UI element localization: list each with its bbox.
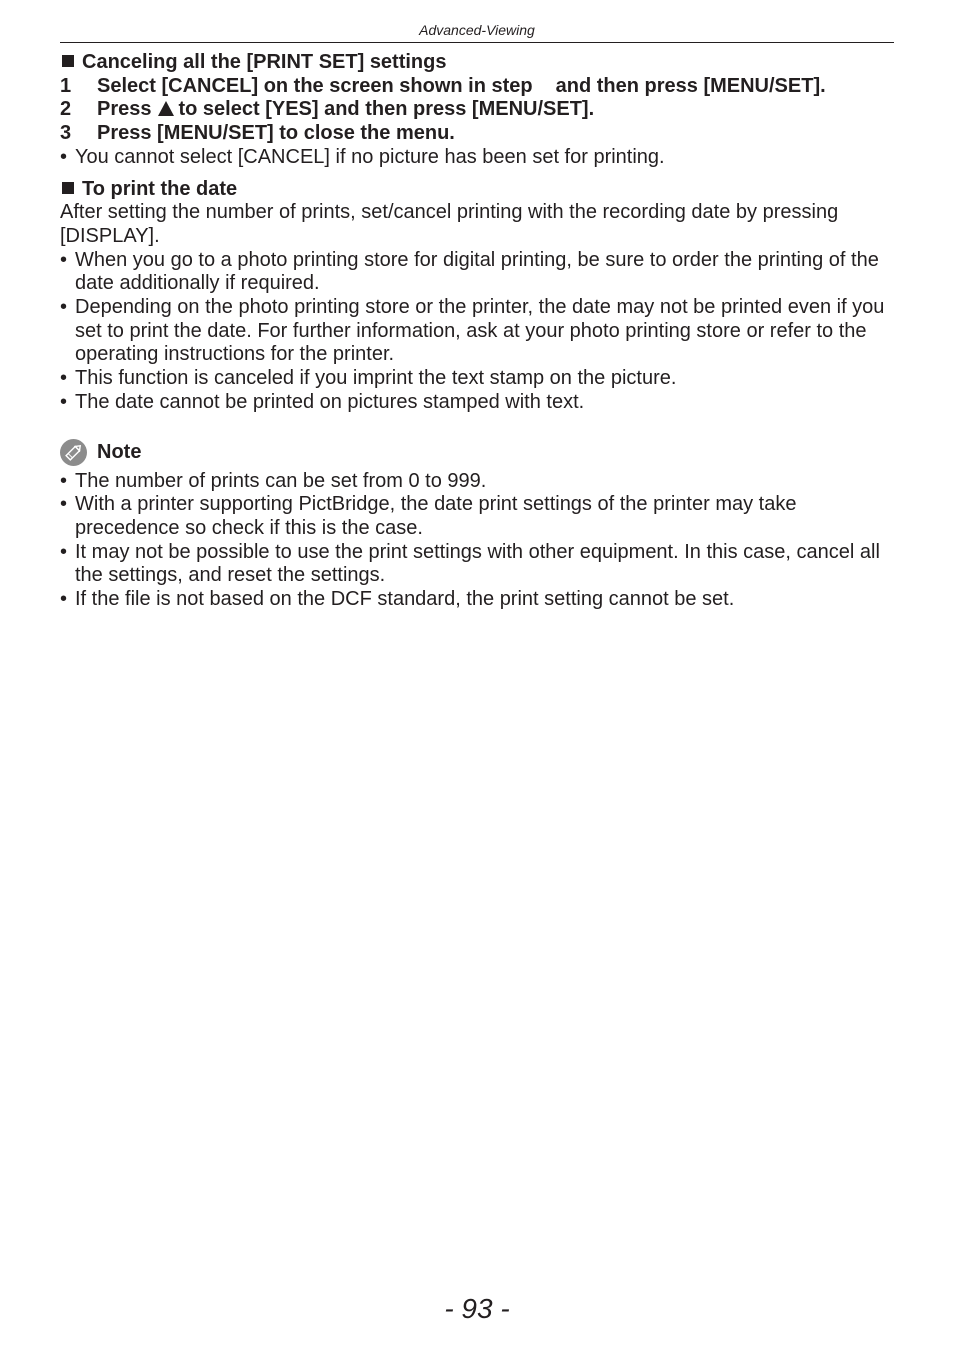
date-heading-text: To print the date [82,177,238,200]
list-item: • It may not be possible to use the print settings with other equipment. In this case, cancel all the settings, and reset the settings. [60,540,880,587]
date-section-heading [60,178,894,202]
bullet-dot: • [60,248,68,271]
list-item: • With a printer supporting PictBridge, the date print settings of the printer may take precedence so check if this is the case. [60,493,797,539]
list-item: • If the file is not based on the DCF standard, the print setting cannot be set. [60,588,735,611]
list-item: • The date cannot be printed on pictures stamped with text. [60,390,585,413]
note-heading [60,440,894,466]
step-text: Select [CANCEL] on the screen shown in step and then press [MENU/SET]. [97,74,826,97]
step-text: Press [MENU/SET] to close the menu. [97,122,455,145]
up-arrow-icon [158,101,174,116]
step-item [60,98,894,122]
list-item: • You cannot select [CANCEL] if no picture has been set for printing. [60,145,665,168]
step-item [60,75,894,99]
bullet-dot: • [60,469,68,492]
bullet-dot: • [60,540,68,563]
bullet-dot: • [60,390,68,413]
cancel-heading-text: Canceling all the [PRINT SET] settings [82,51,447,73]
step-number: 2 [60,98,72,121]
date-paragraph: After setting the number of prints, set/cancel printing with the recording date by pressing [DISPLAY]. [60,201,839,247]
step-text: Press to select [YES] and then press [MENU/SET]. [97,98,595,121]
bullet-dot: • [60,588,68,611]
step-number: 1 [60,74,72,97]
page-number: - 93 - [444,1293,510,1324]
page-content [60,51,894,612]
square-bullet-icon [62,182,74,194]
step-item [60,122,894,146]
square-bullet-icon [62,55,74,67]
cancel-section-heading [60,51,894,75]
list-item: • This function is canceled if you imprint the text stamp on the picture. [60,367,677,390]
bullet-dot: • [60,296,68,319]
bullet-dot: • [60,145,68,168]
header-rule [60,42,894,43]
pencil-icon [60,439,87,466]
bullet-dot: • [60,367,68,390]
list-item: • The number of prints can be set from 0 to 999. [60,469,487,492]
step-number: 3 [60,122,72,145]
bullet-dot: • [60,493,68,516]
list-item: • When you go to a photo printing store for digital printing, be sure to order the printing of the date additionally if required. [60,248,879,295]
note-heading-text: Note [97,440,142,463]
list-item: • Depending on the photo printing store or the printer, the date may not be printed even if you set to print the date. For further information, ask at your photo printing store or refer to the operating instructions for the printer. [60,296,885,366]
running-header: Advanced-Viewing [419,22,535,38]
